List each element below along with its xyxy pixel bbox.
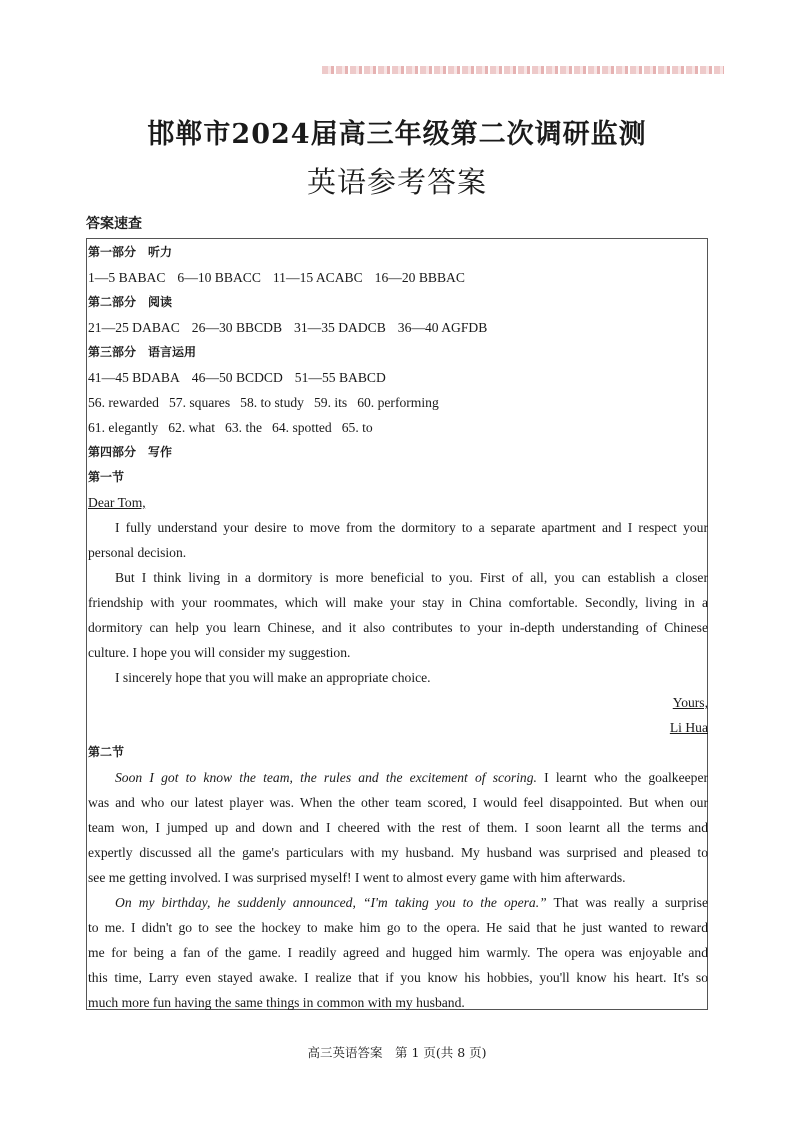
- letter-line: But I think living in a dormitory is more beneficial to you. First of all, you can establish a closer: [115, 570, 708, 585]
- story-text: That was really a surprise: [546, 895, 708, 910]
- story-text: I learnt who the goalkeeper: [536, 770, 709, 785]
- letter-line: dormitory can help you learn Chinese, and it also contributes to your in-depth understanding of Chinese: [88, 620, 708, 635]
- story-lead-sentence: On my birthday, he suddenly announced, “I'm taking you to the opera.”: [115, 895, 547, 910]
- fill-answers-row2: [88, 415, 708, 440]
- fill-answer: 62. what: [168, 420, 216, 435]
- story-lead-sentence: Soon I got to know the team, the rules and the excitement of scoring.: [115, 770, 537, 785]
- answer-group: 51—55 BABCD: [294, 370, 386, 385]
- part2-heading: 第二部分 阅读: [88, 295, 173, 309]
- part4-heading: 第四部分 写作: [88, 445, 173, 459]
- story-line: to me. I didn't go to see the hockey to make him go to the opera. He said that he just wanted to reward: [88, 920, 708, 935]
- fill-answer: 56. rewarded: [88, 395, 159, 410]
- letter-line: friendship with your roommates, which will make your stay in China comfortable. Secondly, living in a: [88, 595, 708, 610]
- exam-title: 邯郸市2024届高三年级第二次调研监测: [147, 119, 647, 150]
- letter-greeting: [88, 490, 708, 515]
- story-line: [88, 890, 708, 915]
- answer-group: 6—10 BBACC: [177, 270, 261, 285]
- quick-check-label: 答案速查: [86, 216, 142, 232]
- letter-line: I sincerely hope that you will make an appropriate choice.: [115, 670, 431, 685]
- section1-heading: 第一节: [88, 470, 125, 484]
- letter-line: culture. I hope you will consider my suggestion.: [88, 645, 351, 660]
- fill-answer: 61. elegantly: [88, 420, 159, 435]
- document-subtitle: 英语参考答案: [306, 165, 487, 199]
- section2-heading: 第二节: [88, 745, 125, 759]
- fill-answer: 57. squares: [168, 395, 231, 410]
- fill-answer: 58. to study: [240, 395, 304, 410]
- part1-heading: 第一部分 听力: [88, 245, 173, 259]
- story-line: expertly discussed all the game's particulars with my husband. My husband was surprised and pleased to: [88, 845, 708, 860]
- top-red-header-mark: [322, 66, 724, 74]
- story-line: this time, Larry even stayed awake. I realize that if you know his hobbies, you'll know his heart. It's so: [88, 970, 708, 985]
- fill-answer: 59. its: [313, 395, 348, 410]
- signature-text: Li Hua: [669, 720, 708, 735]
- part2-answers: [88, 315, 708, 340]
- answer-group: 21—25 DABAC: [88, 320, 180, 335]
- answer-group: 41—45 BDABA: [88, 370, 180, 385]
- letter-signature: [88, 715, 708, 740]
- answer-group: 36—40 AGFDB: [397, 320, 488, 335]
- letter-line: personal decision.: [88, 545, 187, 560]
- fill-answer: 63. the: [225, 420, 263, 435]
- story-line: me for being a fan of the game. I readily agreed and hugged him warmly. The opera was enjoyable and: [88, 945, 708, 960]
- fill-answer: 60. performing: [357, 395, 439, 410]
- fill-answers-row1: [88, 390, 708, 415]
- answer-group: 11—15 ACABC: [272, 270, 363, 285]
- answer-group: 46—50 BCDCD: [191, 370, 283, 385]
- answer-group: 1—5 BABAC: [88, 270, 166, 285]
- answer-group: 16—20 BBBAC: [374, 270, 465, 285]
- letter-line: I fully understand your desire to move from the dormitory to a separate apartment and I respect your: [115, 520, 708, 535]
- part3-answers: [88, 365, 708, 390]
- greeting-text: Dear Tom,: [88, 495, 146, 510]
- page-footer: 高三英语答案 第 1 页(共 8 页): [307, 1045, 487, 1060]
- story-line: team won, I jumped up and down and I cheered with the rest of them. I soon learnt all the terms and: [88, 820, 708, 835]
- story-line: was and who our latest player was. When the other team scored, I would feel disappointed. But when our: [88, 795, 708, 810]
- fill-answer: 64. spotted: [272, 420, 332, 435]
- story-line: much more fun having the same things in common with my husband.: [88, 995, 465, 1010]
- story-line: see me getting involved. I was surprised myself! I went to almost every game with him afterwards.: [88, 870, 626, 885]
- part3-heading: 第三部分 语言运用: [88, 345, 197, 359]
- answer-group: 26—30 BBCDB: [191, 320, 283, 335]
- answer-group: 31—35 DADCB: [294, 320, 386, 335]
- closing-text: Yours,: [672, 695, 708, 710]
- part1-answers: [88, 265, 708, 290]
- letter-closing: [88, 690, 708, 715]
- story-line: [88, 765, 708, 790]
- fill-answer: 65. to: [341, 420, 373, 435]
